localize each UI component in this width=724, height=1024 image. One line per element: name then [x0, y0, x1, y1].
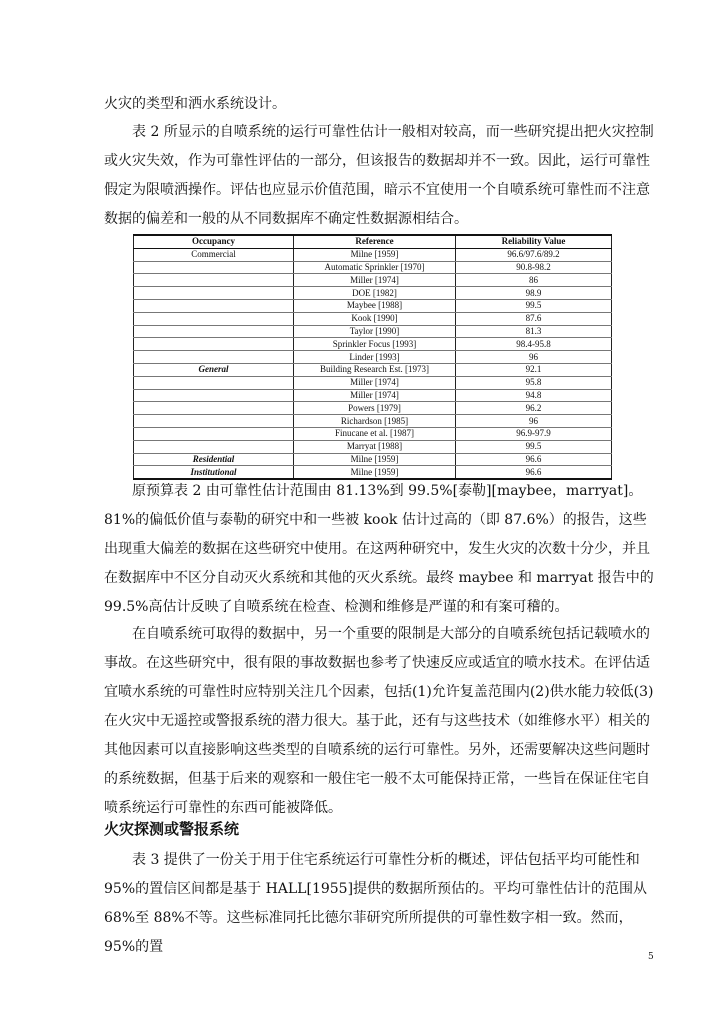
reliability-cell: 94.8	[456, 389, 612, 402]
occupancy-cell	[134, 261, 294, 274]
header-occupancy: Occupancy	[134, 235, 294, 248]
occupancy-cell	[134, 376, 294, 389]
reliability-cell: 86	[456, 274, 612, 287]
reference-cell: Milne [1959]	[294, 453, 456, 466]
occupancy-cell	[134, 312, 294, 325]
table-row	[134, 402, 612, 415]
occupancy-cell	[134, 274, 294, 287]
reference-cell: Miller [1974]	[294, 389, 456, 402]
paragraph-1: 火灾的类型和洒水系统设计。	[104, 96, 286, 112]
table-row	[134, 299, 612, 312]
table-row	[134, 248, 612, 261]
reference-cell: Miller [1974]	[294, 274, 456, 287]
occupancy-cell	[134, 338, 294, 351]
table-row	[134, 363, 612, 376]
reliability-cell: 81.3	[456, 325, 612, 338]
reliability-cell: 96	[456, 351, 612, 364]
occupancy-cell	[134, 299, 294, 312]
reliability-cell: 96	[456, 415, 612, 428]
reliability-cell: 99.5	[456, 299, 612, 312]
paragraph-4: 在自喷系统可取得的数据中，另一个重要的限制是大部分的自喷系统包括记载喷水的事故。在这些研究中，很有限的事故数据也参考了快速反应或适宜的喷水技术。在评估适宜喷水系统的可靠性时应特别关注几个因素，包括(1)允许复盖范围内(2)供水能力较低(3)在火灾中无遥控或警报系统的潜力很大。基于此，还有与这些技术（如维修水平）相关的其他因素可以直接影响这些类型的自喷系统的运行可靠性。另外，还需要解决这些问题时的系统数据，但基于后来的观察和一般住宅一般不太可能保持正常，一些旨在保证住宅自喷系统运行可靠性的东西可能被降低。	[104, 626, 654, 816]
table-row	[134, 415, 612, 428]
table-row	[134, 338, 612, 351]
header-reliability: Reliability Value	[456, 235, 612, 248]
occupancy-cell: General	[134, 363, 294, 376]
reference-cell: Milne [1959]	[294, 248, 456, 261]
reference-cell: Automatic Sprinkler [1970]	[294, 261, 456, 274]
reference-cell: Linder [1993]	[294, 351, 456, 364]
occupancy-cell	[134, 287, 294, 300]
table-header-row	[134, 235, 612, 248]
reliability-cell: 96.6	[456, 453, 612, 466]
reference-cell: Marryat [1988]	[294, 440, 456, 453]
reliability-cell: 90.8-98.2	[456, 261, 612, 274]
occupancy-cell	[134, 351, 294, 364]
table-row	[134, 440, 612, 453]
reference-cell: Richardson [1985]	[294, 415, 456, 428]
occupancy-cell: Residential	[134, 453, 294, 466]
reliability-cell: 92.1	[456, 363, 612, 376]
occupancy-cell	[134, 402, 294, 415]
reliability-cell: 98.9	[456, 287, 612, 300]
table-row	[134, 453, 612, 466]
occupancy-cell	[134, 389, 294, 402]
reliability-cell: 99.5	[456, 440, 612, 453]
reference-cell: Milne [1959]	[294, 466, 456, 479]
table-row	[134, 325, 612, 338]
reference-cell: Building Research Est. [1973]	[294, 363, 456, 376]
reference-cell: Sprinkler Focus [1993]	[294, 338, 456, 351]
occupancy-cell	[134, 415, 294, 428]
reliability-cell: 87.6	[456, 312, 612, 325]
reliability-cell: 96.6	[456, 466, 612, 479]
table-row	[134, 287, 612, 300]
header-reference: Reference	[294, 235, 456, 248]
table-row	[134, 427, 612, 440]
occupancy-cell	[134, 440, 294, 453]
reference-cell: Miller [1974]	[294, 376, 456, 389]
table-row	[134, 261, 612, 274]
reliability-cell: 98.4-95.8	[456, 338, 612, 351]
reliability-cell: 95.8	[456, 376, 612, 389]
reliability-cell: 96.9-97.9	[456, 427, 612, 440]
occupancy-cell: Commercial	[134, 248, 294, 261]
reference-cell: Taylor [1990]	[294, 325, 456, 338]
occupancy-cell: Institutional	[134, 466, 294, 479]
reliability-table	[133, 234, 612, 480]
reference-cell: Finucane et al. [1987]	[294, 427, 456, 440]
paragraph-3: 原预算表 2 由可靠性估计范围由 81.13%到 99.5%[泰勒][maybee，marryat]。81%的偏低价值与泰勒的研究中和一些被 kook 估计过高的（即 87.6%）的报告，这些出现重大偏差的数据在这些研究中使用。在这两种研究中，发生火灾的次数十分少，并且在数据库中不区分自动灭火系统和其他的灭火系统。最终 maybee 和 marryat 报告中的 99.5%高估计反映了自喷系统在检查、检测和维修是严谨的和有案可稽的。	[104, 483, 654, 615]
reference-cell: Powers [1979]	[294, 402, 456, 415]
reference-cell: Maybee [1988]	[294, 299, 456, 312]
occupancy-cell	[134, 325, 294, 338]
reliability-cell: 96.6/97.6/89.2	[456, 248, 612, 261]
table-row	[134, 376, 612, 389]
occupancy-cell	[134, 427, 294, 440]
paragraph-2: 表 2 所显示的自喷系统的运行可靠性估计一般相对较高，而一些研究提出把火灾控制或火灾失效，作为可靠性评估的一部分，但该报告的数据却并不一致。因此，运行可靠性假定为限喷洒操作。评估也应显示价值范围，暗示不宜使用一个自喷系统可靠性而不注意数据的偏差和一般的从不同数据库不确定性数据源相结合。	[104, 124, 654, 227]
table-row	[134, 274, 612, 287]
table-row	[134, 351, 612, 364]
reference-cell: Kook [1990]	[294, 312, 456, 325]
page-number: 5	[648, 952, 654, 962]
reference-cell: DOE [1982]	[294, 287, 456, 300]
table-row	[134, 312, 612, 325]
paragraph-5: 表 3 提供了一份关于用于住宅系统运行可靠性分析的概述，评估包括平均可能性和 95%的置信区间都是基于 HALL[1955]提供的数据所预估的。平均可靠性估计的范围从 68%至 88%不等。这些标准同托比德尔菲研究所所提供的可靠性数字相一致。然而，95%的置	[104, 852, 648, 955]
table-row	[134, 389, 612, 402]
section-heading: 火灾探测或警报系统	[104, 820, 240, 838]
reliability-cell: 96.2	[456, 402, 612, 415]
